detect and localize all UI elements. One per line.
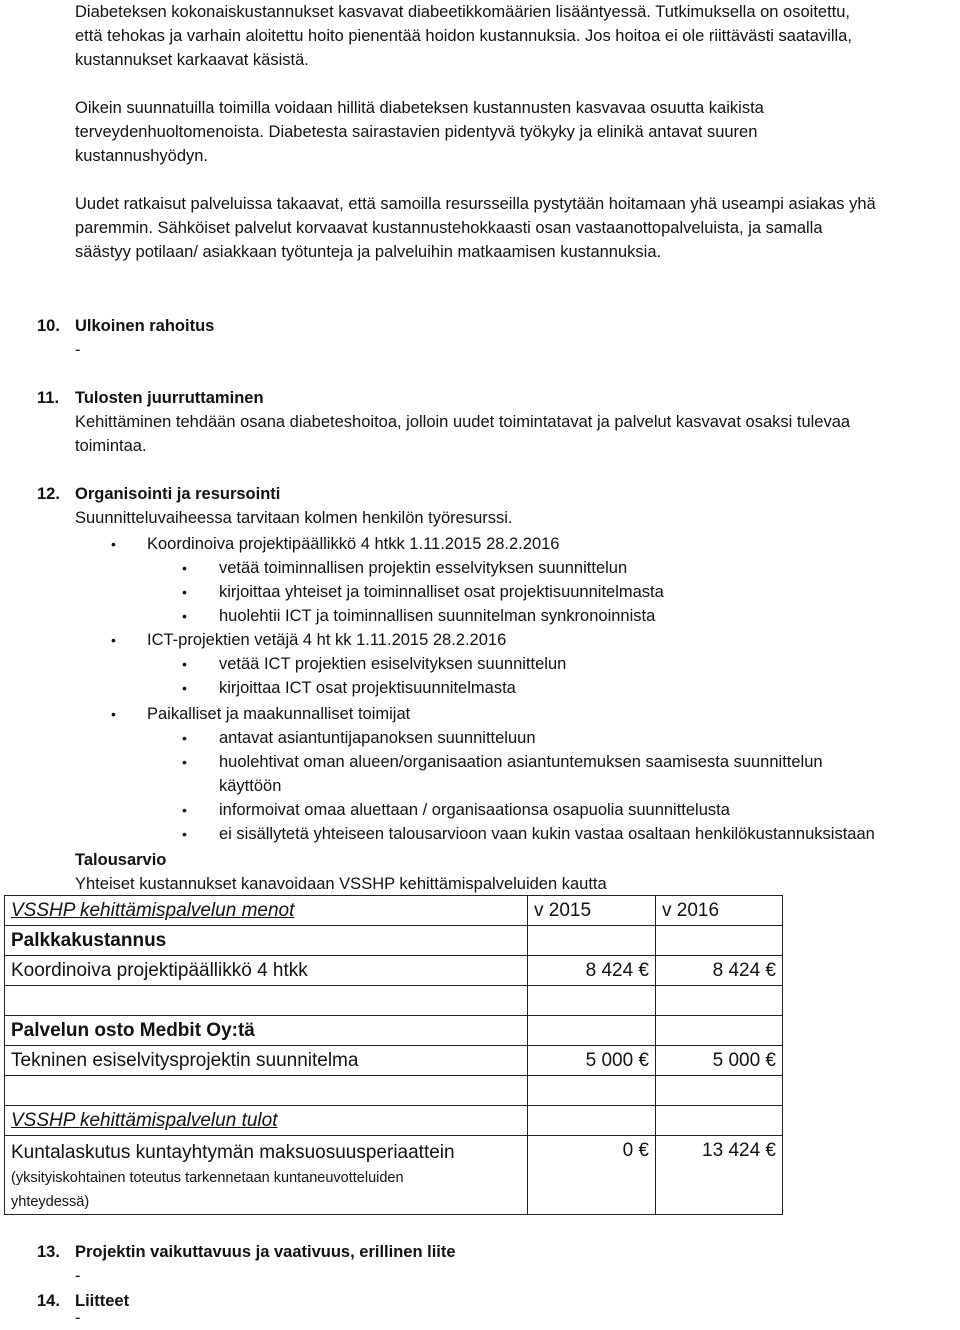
bullet-icon: • [182, 754, 187, 770]
list-item: kirjoittaa yhteiset ja toiminnalliset osat projektisuunnitelmasta [219, 583, 664, 601]
list-item-continuation: käyttöön [219, 777, 282, 795]
bullet-icon: • [182, 730, 187, 746]
list-item: Paikalliset ja maakunnalliset toimijat [147, 705, 411, 723]
bullet-icon: • [182, 802, 187, 818]
table-cell: Palvelun osto Medbit Oy:tä [5, 1016, 528, 1046]
table-cell [528, 926, 656, 956]
section-number: 13. [37, 1243, 60, 1261]
text-line: Uudet ratkaisut palveluissa takaavat, että samoilla resursseilla pystytään hoitamaan yhä useampi asiakas yhä [75, 195, 876, 213]
list-item: vetää toiminnallisen projektin esselvityksen suunnittelun [219, 559, 628, 577]
section-body: - [75, 1267, 81, 1285]
list-item: ei sisällytetä yhteiseen talousarvioon vaan kukin vastaa osaltaan henkilökustannuksistaan [219, 825, 875, 843]
budget-intro: Yhteiset kustannukset kanavoidaan VSSHP kehittämispalveluiden kautta [75, 875, 607, 893]
section-title: Projektin vaikuttavuus ja vaativuus, erillinen liite [75, 1243, 456, 1261]
table-row [5, 1076, 783, 1106]
list-item: Koordinoiva projektipäällikkö 4 htkk 1.11.2015 28.2.2016 [147, 535, 560, 553]
table-cell [656, 986, 783, 1016]
list-item: informoivat omaa aluettaan / organisaationsa osapuolia suunnittelusta [219, 801, 730, 819]
budget-heading: Talousarvio [75, 851, 167, 869]
table-cell: 8 424 € [528, 956, 656, 986]
bullet-icon: • [182, 560, 187, 576]
section-number: 12. [37, 485, 60, 503]
text-line: kustannushyödyn. [75, 147, 209, 165]
table-cell: Tekninen esiselvitysprojektin suunnitelma [5, 1046, 528, 1076]
section-title: Ulkoinen rahoitus [75, 317, 215, 335]
list-item: vetää ICT projektien esiselvityksen suunnittelun [219, 655, 567, 673]
bullet-icon: • [182, 656, 187, 672]
cell-text: Kuntalaskutus kuntayhtymän maksuosuusperiaattein [11, 1142, 455, 1163]
table-cell: 5 000 € [656, 1046, 783, 1076]
section-number: 10. [37, 317, 60, 335]
table-cell [528, 986, 656, 1016]
list-item: huolehtii ICT ja toiminnallisen suunnitelman synkronoinnista [219, 607, 656, 625]
section-body: Kehittäminen tehdään osana diabeteshoitoa, jolloin uudet toimintatavat ja palvelut kasvavat osaksi tulevaa [75, 413, 851, 431]
section-body: - [75, 1309, 81, 1327]
cell-note: yhteydessä) [11, 1194, 90, 1210]
list-item: antavat asiantuntijapanoksen suunnitteluun [219, 729, 536, 747]
section-title: Organisointi ja resursointi [75, 485, 281, 503]
section-body: toimintaa. [75, 437, 147, 455]
table-cell [656, 1076, 783, 1106]
bullet-icon: • [182, 608, 187, 624]
budget-table [4, 895, 783, 1215]
table-cell [5, 986, 528, 1016]
list-item: ICT-projektien vetäjä 4 ht kk 1.11.2015 28.2.2016 [147, 631, 507, 649]
cell-note: (yksityiskohtainen toteutus tarkennetaan kuntaneuvotteluiden [11, 1170, 404, 1186]
table-row [5, 1016, 783, 1046]
table-cell [5, 896, 528, 926]
table-cell: 13 424 € [656, 1136, 783, 1215]
table-cell: 0 € [528, 1136, 656, 1215]
table-cell [5, 1136, 528, 1215]
text-line: paremmin. Sähköiset palvelut korvaavat kustannustehokkaasti osan vastaanottopalveluista, ja samalla [75, 219, 823, 237]
section-intro: Suunnitteluvaiheessa tarvitaan kolmen henkilön työresurssi. [75, 509, 513, 527]
bullet-icon: • [182, 680, 187, 696]
text-line: kustannukset karkaavat käsistä. [75, 51, 309, 69]
text-line: Oikein suunnatuilla toimilla voidaan hillitä diabeteksen kustannusten kasvavaa osuutta kaikista [75, 99, 764, 117]
table-row [5, 926, 783, 956]
table-cell: v 2015 [528, 896, 656, 926]
cell-text: VSSHP kehittämispalvelun tulot [11, 1109, 278, 1131]
section-number: 11. [37, 389, 60, 407]
table-cell: 5 000 € [528, 1046, 656, 1076]
table-row [5, 1106, 783, 1136]
text-line: että tehokas ja varhain aloitettu hoito pienentää hoidon kustannuksia. Jos hoitoa ei ole riittävästi saatavilla, [75, 27, 852, 45]
section-body: - [75, 341, 81, 359]
table-cell: Koordinoiva projektipäällikkö 4 htkk [5, 956, 528, 986]
table-row [5, 956, 783, 986]
table-row [5, 896, 783, 926]
table-cell: v 2016 [656, 896, 783, 926]
table-cell [528, 1016, 656, 1046]
table-cell [656, 1106, 783, 1136]
table-cell [656, 1016, 783, 1046]
table-cell [528, 1106, 656, 1136]
table-cell [5, 1106, 528, 1136]
bullet-icon: • [111, 632, 116, 648]
text-line: säästyy potilaan/ asiakkaan työtunteja ja palveluihin matkaamisen kustannuksia. [75, 243, 662, 261]
section-number: 14. [37, 1292, 60, 1310]
table-cell [5, 1076, 528, 1106]
table-cell: 8 424 € [656, 956, 783, 986]
cell-text: VSSHP kehittämispalvelun menot [11, 899, 295, 921]
text-line: terveydenhuoltomenoista. Diabetesta sairastavien pidentyvä työkyky ja elinikä antavat suuren [75, 123, 758, 141]
section-title: Tulosten juurruttaminen [75, 389, 264, 407]
text-line: Diabeteksen kokonaiskustannukset kasvavat diabeetikkomäärien lisääntyessä. Tutkimuksella on osoitettu, [75, 3, 851, 21]
table-row [5, 1046, 783, 1076]
bullet-icon: • [182, 584, 187, 600]
table-row [5, 1136, 783, 1215]
bullet-icon: • [111, 706, 116, 722]
bullet-icon: • [182, 826, 187, 842]
table-cell [656, 926, 783, 956]
bullet-icon: • [111, 536, 116, 552]
table-row [5, 986, 783, 1016]
table-cell [528, 1076, 656, 1106]
table-cell: Palkkakustannus [5, 926, 528, 956]
list-item: kirjoittaa ICT osat projektisuunnitelmasta [219, 679, 516, 697]
list-item: huolehtivat oman alueen/organisaation asiantuntemuksen saamisesta suunnittelun [219, 753, 823, 771]
section-title: Liitteet [75, 1292, 130, 1310]
